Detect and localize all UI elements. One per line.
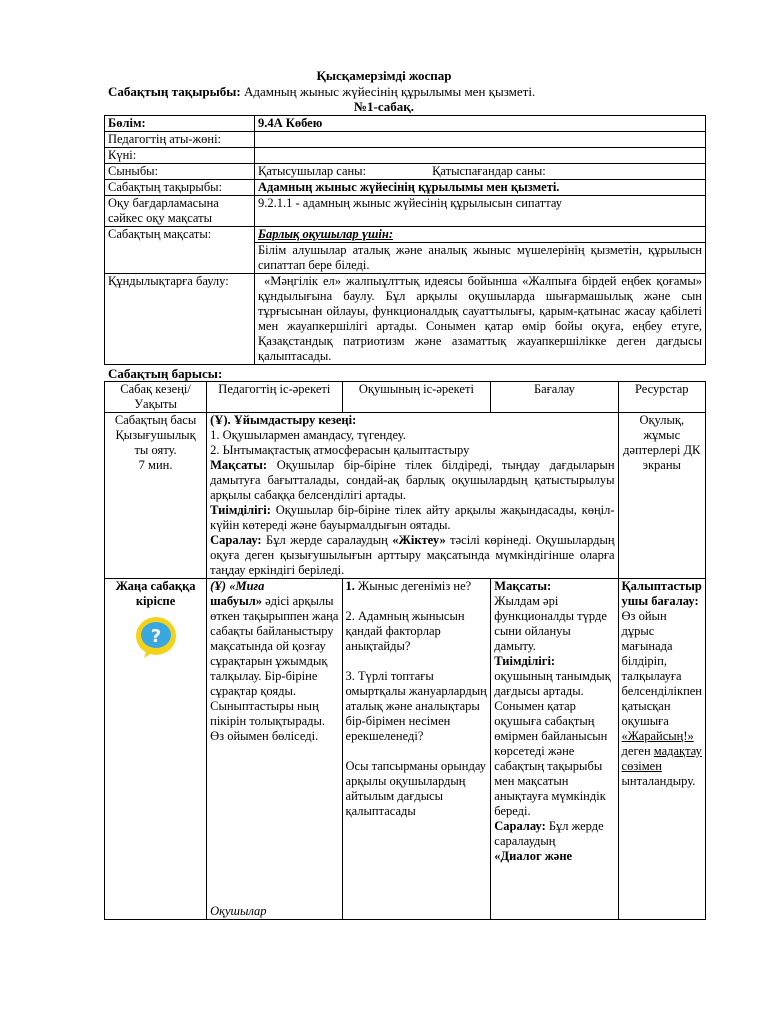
assessment-efficiency: оқушының танымдық дағдысы артады. Сонымен қатар оқушыға сабақтың өмірмен байланысын көрсетеді және сабақтың тақырыбы мен мақсатын анықтауға мүмкіндік береді. (494, 669, 611, 818)
info-label: Құндылықтарға баулу: (105, 274, 255, 365)
assessment-cell (491, 579, 618, 920)
activity-cell (207, 413, 618, 579)
assessment-goal: Жылдам әрі функционалды түрде сыни ойлануы дамыту. (494, 594, 607, 653)
question-1 (346, 579, 488, 594)
teacher-tail: Оқушылар (210, 904, 267, 918)
assessment-differentiation-text: Бұл жерде саралаудың (494, 819, 604, 848)
info-value (255, 164, 706, 180)
question-number: 1. (345, 579, 355, 593)
info-label: Оқу бағдарламасына сәйкес оқу мақсаты (105, 196, 255, 227)
praise-phrase: мадақтау сөзімен (621, 744, 702, 773)
method-title: (Ұ) «Миға (210, 579, 265, 593)
differentiation-text: Бұл жерде саралаудың (261, 533, 393, 547)
assessment-differentiation-label: Саралау: (494, 819, 546, 833)
teacher-activity-text (210, 579, 338, 744)
assessment-differentiation (494, 819, 614, 849)
process-table (104, 381, 706, 920)
assessment-efficiency-label: Тиімділігі: (494, 654, 556, 668)
question-bubble-icon (134, 615, 178, 659)
assessment-goal-label: Мақсаты: (494, 579, 552, 593)
column-header: Сабақ кезеңі/Уақыты (105, 382, 207, 413)
student-note: Осы тапсырманы орындау арқылы оқушылардың айтылым дағдысы қалыптасады (345, 759, 487, 818)
teacher-activity-cell (207, 579, 342, 920)
info-label: Күні: (105, 148, 255, 164)
info-label: Педагогтің аты-жөні: (105, 132, 255, 148)
topic-label: Сабақтың тақырыбы: (108, 84, 241, 99)
info-row-values (105, 274, 706, 365)
activity-line: 1. Оқушылармен амандасу, түгендеу. (210, 428, 406, 442)
info-label: Сабақтың мақсаты: (105, 227, 255, 274)
info-value: 9.4А Көбею (255, 116, 706, 132)
info-value: «Мәңгілік ел» жалпыұлттық идеясы бойынша «Жалпыға бірдей еңбек қоғамы» құндылығына баулу. Бұл арқылы оқушыларда шығармашылық және сын тұрғысынан ойлауы, функционалдық сауаттылығы, қарым-қатынас жасау қабілеті мен жауапкершілігі артады. Сонымен қатар өмір бойы оқуға, еңбеу етуге, Қазақстандық патриотизм және азаматтық жауапкершілікке деген дағдысы қалыптасады. (255, 274, 706, 365)
info-row-section (105, 116, 706, 132)
process-header-row (105, 382, 706, 413)
student-activity-cell (342, 579, 491, 920)
info-value (255, 132, 706, 148)
topic-value: Адамның жыныс жүйесінің құрылымы мен қызметі. (240, 84, 536, 99)
info-row-class (105, 164, 706, 180)
process-row-start (105, 413, 706, 579)
goal-text: Оқушылар бір-біріне тілек білдіреді, тыңдау дағдыларын дамытуға бағытталады, сондай-ақ барлық оқушылардың қатыстырылуы арқылы сабаққа белсенділігі артады. (210, 458, 615, 502)
goal-text: Білім алушылар аталық және аналық жыныс мүшелерінің қызметін, құрылысн сипаттап бере біледі. (258, 243, 702, 272)
goal-subheading: Барлық оқушылар үшін: (255, 227, 705, 243)
column-header: Бағалау (491, 382, 618, 413)
resources-cell: Оқулық, жұмыс дәптерлері ДК экраны (618, 413, 705, 579)
info-value: 9.2.1.1 - адамның жыныс жүйесінің құрылысын сипаттау (255, 196, 706, 227)
stage-cell (105, 579, 207, 920)
info-value (255, 148, 706, 164)
assessment-differentiation-method: «Диалог және (494, 849, 573, 863)
topic-line (108, 84, 535, 100)
formative-text-part: ынталандыру. (621, 774, 696, 788)
stage-cell (105, 413, 207, 579)
info-label: Сыныбы: (105, 164, 255, 180)
formative-text (622, 609, 702, 789)
absentees-label: Қатыспағандар саны: (432, 164, 546, 178)
column-header: Ресурстар (618, 382, 705, 413)
info-row-topic (105, 180, 706, 196)
question-2: 2. Адамның жынысын қандай факторлар анықтайды? (345, 609, 465, 653)
differentiation-paragraph (210, 533, 614, 578)
info-label: Бөлім: (105, 116, 255, 132)
method-title: шабуыл» (210, 594, 262, 608)
teacher-text: әдісі арқылы өткен тақырыппен жаңа сабақты байланыстыру мақсатында ой қозғау сұрақтарын ұжымдық талқылау. Бір-біріне сұрақтар қояды. Сыныптастыры ның пікірін толықтырады. Өз ойымен бөліседі. (210, 594, 339, 743)
column-header: Оқушының іс-әрекеті (342, 382, 491, 413)
stage-heading: (Ұ). Ұйымдастыру кезеңі: (210, 413, 357, 427)
process-row-intro (105, 579, 706, 920)
formative-assessment-cell (618, 579, 705, 920)
info-value: Адамның жыныс жүйесінің құрылымы мен қызметі. (255, 180, 706, 196)
stage-time: 7 мин. (138, 458, 173, 472)
lesson-number: №1-сабақ. (353, 99, 415, 114)
formative-text-part: деген (621, 744, 654, 758)
formative-heading: Қалыптастыр ушы бағалау: (621, 579, 702, 608)
formative-text-part: Өз ойын дұрыс мағынада білдіріп, талқылауға белсенділікпен қатысқан оқушыға (621, 609, 702, 728)
question-3: 3. Түрлі топтағы омыртқалы жануарлардың аталық және аналықтары бір-бірімен несімен ерекшеленеді? (345, 669, 487, 743)
info-value (255, 227, 706, 274)
info-label: Сабақтың тақырыбы: (105, 180, 255, 196)
info-row-date (105, 148, 706, 164)
goal-paragraph (210, 458, 614, 503)
efficiency-text: Оқушылар бір-біріне тілек айту арқылы жақындасады, көңіл-күйін көтереді және бауырмалдығын оятады. (210, 503, 615, 532)
column-header: Педагогтің іс-әрекеті (207, 382, 342, 413)
efficiency-label: Тиімділігі: (210, 503, 271, 517)
process-title: Сабақтың барысы: (108, 366, 223, 381)
differentiation-method: «Жіктеу» (392, 533, 446, 547)
info-row-goal (105, 227, 706, 274)
differentiation-label: Саралау: (210, 533, 262, 547)
attendees-label: Қатысушылар саны: (258, 164, 367, 178)
question-text: Жыныс дегеніміз не? (354, 579, 472, 593)
goal-label: Мақсаты: (210, 458, 268, 472)
differentiation-text: тәсілі көрінеді. Оқушылардың оқуға деген қызығушылығын арттыру мақсатында мүмкіндігінше оларға таңдау еркіндігі беріледі. (210, 533, 615, 577)
info-table (104, 115, 706, 365)
svg-text:?: ? (150, 626, 161, 647)
activity-line: 2. Ынтымақтастық атмосферасын қалыптастыру (210, 443, 470, 457)
praise-word: «Жарайсың!» (621, 729, 694, 743)
info-row-objective (105, 196, 706, 227)
stage-name: Жаңа сабаққа кіріспе (115, 579, 196, 608)
efficiency-paragraph (210, 503, 614, 533)
page-title: Қысқамерзімді жоспар (316, 68, 452, 83)
stage-name: Сабақтың басы Қызығушылық ты ояту. (114, 413, 197, 457)
info-row-teacher (105, 132, 706, 148)
